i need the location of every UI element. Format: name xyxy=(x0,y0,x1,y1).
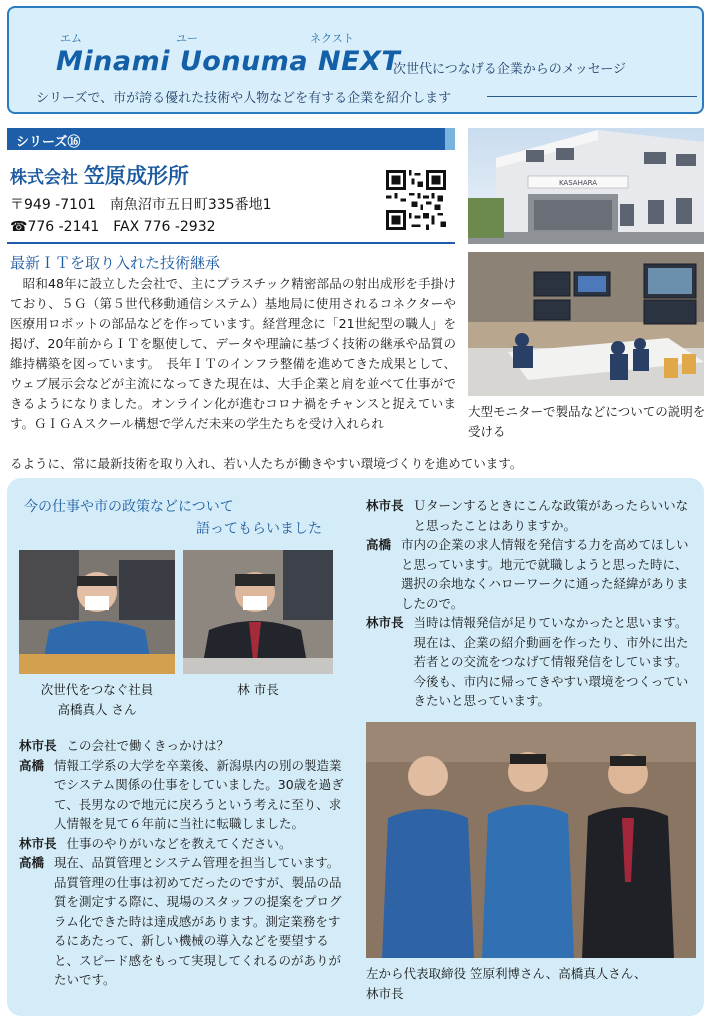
dialogue-text: Ｕターンするときにこんな政策があったらいいなと思ったことはありますか。 xyxy=(413,498,689,533)
group-photo-caption xyxy=(366,964,702,1004)
interview-title-line2: 語ってもらいました xyxy=(196,521,322,537)
dialogue-text: 仕事のやりがいなどを教えてください。 xyxy=(66,835,292,851)
header-subline: シリーズで、市が誇る優れた技術や人物などを有する企業を紹介します xyxy=(36,91,452,106)
dialogue-text: 現在、品質管理とシステム管理を担当しています。品質管理の仕事は初めてだったのですが、製品の品質を測定する際に、現場のスタッフの提案をプログラム化できた時は達成感があります。測定業務をするにあたって、新しい機械の導入などを要望すると、スピード感をもって実現してくれるのがありがたいです。 xyxy=(54,855,342,987)
dialogue-turn xyxy=(366,496,694,535)
ruby-em: エム xyxy=(60,32,82,45)
header-rule xyxy=(487,96,697,97)
dialogue-text: 当時は情報発信が足りていなかったと思います。現在は、企業の紹介動画を作ったり、市外に出た若者との交流をつなげて情報発信をしています。今後も、市内に帰ってきやすい環境をつくっていきたいと思っています。 xyxy=(413,615,689,708)
series-label: シリーズ⑯ xyxy=(16,135,81,150)
building-sign-text: KASAHARA xyxy=(558,179,598,187)
article-paragraph-2: るように、常に最新技術を取り入れ、若い人たちが働きやすい環境づくりを進めています。 xyxy=(10,456,523,471)
dialogue-text: この会社で働くきっかけは？ xyxy=(66,738,230,753)
ruby-next: ネクスト xyxy=(310,32,354,45)
group-caption-line2: 林市長 xyxy=(366,986,404,1001)
dialogue-turn xyxy=(19,834,349,854)
dialogue-text: 情報工学系の大学を卒業後、新潟県内の別の製造業でシステム関係の仕事をしていました。30歳を過ぎて、長男なので地元に戻ろうという考えに至り、求人情報を見て６年前に当社に転職しました。 xyxy=(54,757,344,831)
takahashi-photo xyxy=(19,550,175,674)
interview-title-line1: 今の仕事や市の政策などについて xyxy=(24,499,234,515)
company-divider xyxy=(7,242,455,244)
company-name-main: 笠原成形所 xyxy=(83,164,189,188)
article-heading: 最新ＩＴを取り入れた技術継承 xyxy=(10,254,221,272)
page-title: Minami Uonuma NEXT xyxy=(56,46,401,77)
dialogue-left xyxy=(19,736,349,990)
mayor-caption: 林 市長 xyxy=(237,682,279,697)
company-address: 〒949 -7101 南魚沼市五日町335番地1 xyxy=(10,197,272,213)
takahashi-caption xyxy=(19,680,175,720)
company-name-prefix: 株式会社 xyxy=(10,168,78,188)
meeting-photo-caption: 大型モニターで製品などについての説明を受ける xyxy=(468,404,706,439)
dialogue-text: 市内の企業の求人情報を発信する力を高めてほしいと思っています。地元で就職しようと思った時に、選択の余地なくハローワークに通った経緯がありましたので。 xyxy=(401,537,689,611)
dialogue-speaker: 林市長 xyxy=(366,615,404,630)
dialogue-turn xyxy=(366,613,694,711)
dialogue-turn xyxy=(19,736,349,756)
meeting-room-photo xyxy=(468,252,704,396)
mayor-photo xyxy=(183,550,333,674)
dialogue-speaker: 高橋 xyxy=(19,757,45,773)
dialogue-right xyxy=(366,496,694,711)
dialogue-turn xyxy=(366,535,694,613)
takahashi-caption-role: 次世代をつなぐ社員 xyxy=(40,682,154,697)
group-caption-line1: 左から代表取締役 笠原利博さん、高橋真人さん、 xyxy=(366,966,647,981)
article-paragraph-1: 昭和48年に設立した会社で、主にプラスチック精密部品の射出成形を手掛けており、５Ｇ（第５世代移動通信システム）基地局に使用されるコネクターや医療用ロボットの部品などを作っています。経営理念に「21世紀型の職人」を掲げ、20年前からＩＴを駆使して、データや理論に基づく技術の継承や品質の維持構築を図っています。 長年ＩＴのインフラ整備を進めてきた成果として、ウェブ展示会などが主流になってきた現在は、大手企業と肩を並べて仕事ができるようになりました。オンライン化が進むコロナ禍をチャンスと捉えています。ＧＩＧＡスクール構想で学んだ未来の学生たちを受け入れられ xyxy=(10,276,456,431)
dialogue-speaker: 林市長 xyxy=(366,498,404,513)
dialogue-turn xyxy=(19,756,349,834)
qr-code-icon[interactable] xyxy=(386,170,446,230)
company-phone: ☎776 -2141 FAX 776 -2932 xyxy=(10,219,216,235)
takahashi-caption-name: 高橋真人 さん xyxy=(57,702,137,717)
dialogue-speaker: 林市長 xyxy=(19,835,57,851)
dialogue-speaker: 高橋 xyxy=(366,537,392,552)
ruby-yu: ユー xyxy=(176,32,198,45)
dialogue-turn xyxy=(19,853,349,990)
building-photo xyxy=(468,128,704,244)
group-photo xyxy=(366,722,696,958)
dialogue-speaker: 高橋 xyxy=(19,855,45,870)
header-tagline: 次世代につなげる企業からのメッセージ xyxy=(393,62,626,77)
company-name xyxy=(10,160,189,190)
dialogue-speaker: 林市長 xyxy=(19,738,57,753)
